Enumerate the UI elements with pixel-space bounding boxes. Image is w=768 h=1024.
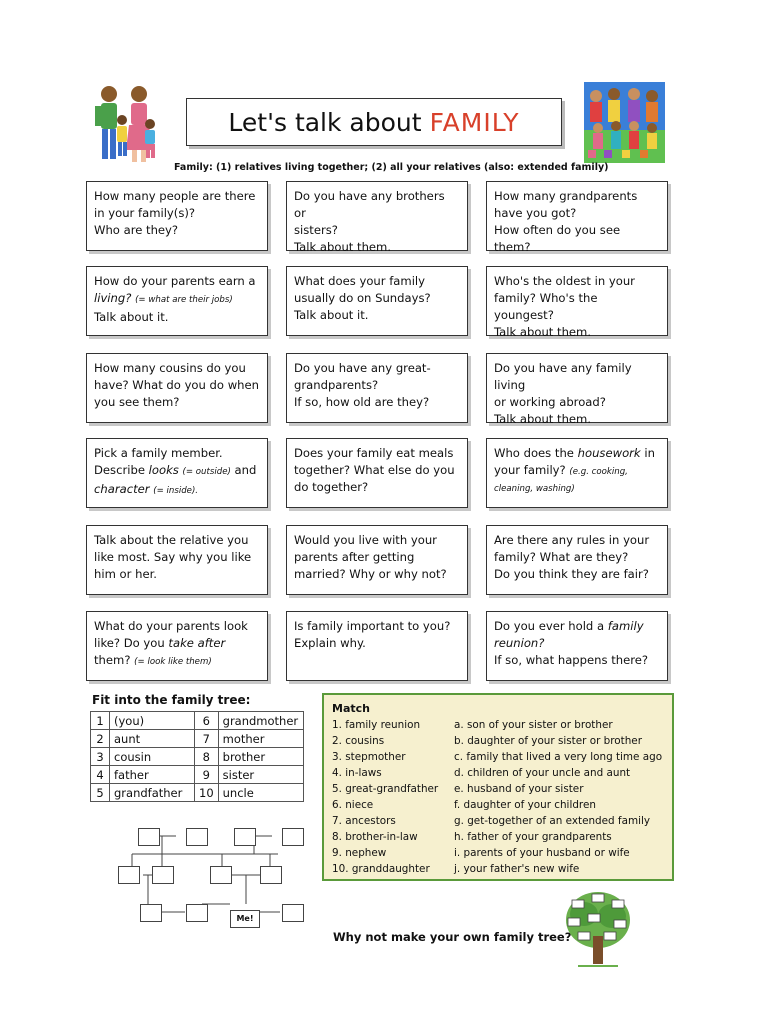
card-line: Talk about it. xyxy=(94,310,169,324)
question-card xyxy=(286,438,468,508)
card-line: usually do on Sundays? xyxy=(294,291,431,305)
tree-box xyxy=(260,866,282,884)
card-line: family? What are they? xyxy=(494,550,629,564)
match-row: 4. in-laws d. children of your uncle and aunt xyxy=(332,767,631,779)
card-line: him or her. xyxy=(94,567,157,581)
family-clipart-icon xyxy=(92,84,164,170)
match-row: 10. granddaughter j. your father's new wife xyxy=(332,863,580,875)
card-line: How often do you see them? xyxy=(494,223,621,254)
match-row: 3. stepmother c. family that lived a very long time ago xyxy=(332,751,663,763)
card-line: have? What do you do when xyxy=(94,378,260,392)
match-row: 8. brother-in-law h. father of your grandparents xyxy=(332,831,612,843)
card-line: in your family(s)? xyxy=(94,206,196,220)
card-line: How do your parents earn a xyxy=(94,274,256,288)
card-line: cleaning, washing) xyxy=(494,484,575,494)
card-line: Do you have any great- xyxy=(294,361,431,375)
card-line: grandparents? xyxy=(294,378,379,392)
card-line: family? Who's the youngest? xyxy=(494,291,598,322)
card-line: If so, how old are they? xyxy=(294,395,430,409)
question-card xyxy=(86,266,268,336)
card-line: you see them? xyxy=(94,395,180,409)
tree-box-me: Me! xyxy=(230,910,260,928)
match-row: 9. nephew i. parents of your husband or wife xyxy=(332,847,630,859)
tree-box xyxy=(234,828,256,846)
card-line: Who are they? xyxy=(94,223,179,237)
card-line: like most. Say why you like xyxy=(94,550,252,564)
card-line: Explain why. xyxy=(294,636,366,650)
match-row: 7. ancestors g. get-together of an extended family xyxy=(332,815,651,827)
family-tree-word-table xyxy=(90,711,304,802)
card-line: Talk about them. xyxy=(294,240,392,254)
title-text: Let's talk about xyxy=(228,107,422,137)
card-line: reunion? xyxy=(494,636,545,650)
card-line: sisters? xyxy=(294,223,338,237)
tree-box xyxy=(138,828,160,846)
card-line: Are there any rules in your xyxy=(494,533,650,547)
card-line: like? Do you take after xyxy=(94,636,226,650)
card-line: How many grandparents xyxy=(494,189,638,203)
question-card xyxy=(86,525,268,595)
card-line: them? (= look like them) xyxy=(94,653,212,667)
match-exercise xyxy=(322,693,674,881)
card-line: If so, what happens there? xyxy=(494,653,649,667)
tree-box xyxy=(210,866,232,884)
question-card xyxy=(486,353,668,426)
card-line: Pick a family member. xyxy=(94,446,223,460)
table-row: 1 (you) 6 grandmother xyxy=(91,712,304,730)
card-line: do together? xyxy=(294,480,369,494)
closing-question: Why not make your own family tree? xyxy=(333,930,572,944)
match-row: 5. great-grandfather e. husband of your sister xyxy=(332,783,584,795)
card-line: Is family important to you? xyxy=(294,619,451,633)
tree-box xyxy=(118,866,140,884)
question-card xyxy=(286,353,468,423)
card-line: Do you think they are fair? xyxy=(494,567,649,581)
card-line: Would you live with your xyxy=(294,533,437,547)
question-card xyxy=(486,181,668,254)
question-card xyxy=(486,525,668,595)
question-card xyxy=(486,611,668,681)
card-line: Describe looks (= outside) and xyxy=(94,463,257,477)
card-line: Talk about them. xyxy=(494,412,592,426)
match-row: 2. cousins b. daughter of your sister or brother xyxy=(332,735,642,747)
card-line: Does your family eat meals xyxy=(294,446,454,460)
question-card xyxy=(486,266,668,339)
question-card xyxy=(486,438,668,508)
question-card xyxy=(86,611,268,681)
table-row: 4 father 9 sister xyxy=(91,766,304,784)
card-line: together? What else do you xyxy=(294,463,455,477)
card-line: married? Why or why not? xyxy=(294,567,447,581)
card-line: Do you ever hold a family xyxy=(494,619,644,633)
question-card xyxy=(86,353,268,423)
table-row: 5 grandfather 10 uncle xyxy=(91,784,304,802)
tree-box xyxy=(186,828,208,846)
extended-family-picture-icon xyxy=(584,82,665,163)
card-line: Talk about them. xyxy=(494,325,592,339)
card-line: How many cousins do you xyxy=(94,361,246,375)
tree-illustration-icon xyxy=(558,884,638,972)
question-card xyxy=(86,181,268,251)
question-card xyxy=(286,525,468,595)
card-line: character (= inside). xyxy=(94,482,199,496)
family-definition: Family: (1) relatives living together; (2) all your relatives (also: extended family) xyxy=(174,162,609,173)
card-line: or working abroad? xyxy=(494,395,606,409)
card-line: What does your family xyxy=(294,274,425,288)
card-line: How many people are there xyxy=(94,189,256,203)
title-accent: FAMILY xyxy=(429,107,520,137)
card-line: your family? (e.g. cooking, xyxy=(494,463,628,477)
tree-box xyxy=(152,866,174,884)
card-line: What do your parents look xyxy=(94,619,248,633)
card-line: Do you have any family living xyxy=(494,361,632,392)
card-line: Who does the housework in xyxy=(494,446,655,460)
card-line: Talk about it. xyxy=(294,308,369,322)
question-card xyxy=(286,181,468,254)
card-line: living? (= what are their jobs) xyxy=(94,291,233,305)
tree-box xyxy=(140,904,162,922)
match-row: 1. family reunion a. son of your sister or brother xyxy=(332,719,613,731)
tree-box xyxy=(282,828,304,846)
family-tree-title: Fit into the family tree: xyxy=(92,693,251,707)
card-line: Do you have any brothers or xyxy=(294,189,445,220)
card-line: have you got? xyxy=(494,206,577,220)
question-card xyxy=(286,266,468,336)
tree-box xyxy=(186,904,208,922)
match-row: 6. niece f. daughter of your children xyxy=(332,799,596,811)
card-line: parents after getting xyxy=(294,550,415,564)
table-row: 2 aunt 7 mother xyxy=(91,730,304,748)
match-title: Match xyxy=(332,702,370,715)
card-line: Who's the oldest in your xyxy=(494,274,635,288)
card-line: Talk about the relative you xyxy=(94,533,249,547)
table-row: 3 cousin 8 brother xyxy=(91,748,304,766)
tree-box xyxy=(282,904,304,922)
page-title xyxy=(186,98,562,146)
question-card xyxy=(86,438,268,508)
question-card xyxy=(286,611,468,681)
